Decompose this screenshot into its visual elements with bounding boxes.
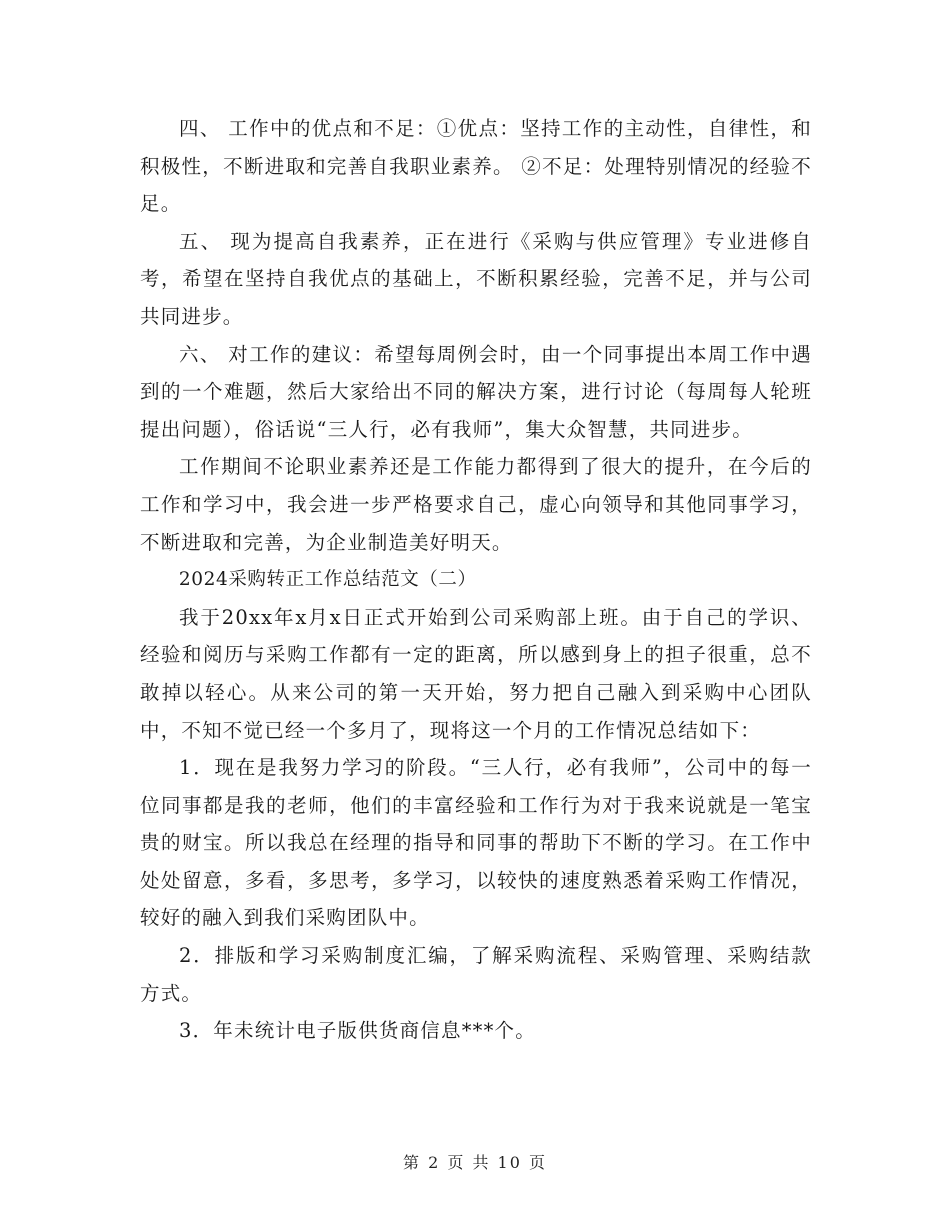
- document-body: [140, 110, 812, 1050]
- page-footer: 第 2 页 共 10 页: [403, 1153, 547, 1172]
- paragraph-self-improvement: 五、 现为提高自我素养，正在进行《采购与供应管理》专业进修自考，希望在坚持自我优点的基础上，不断积累经验，完善不足，并与公司共同进步。: [140, 229, 812, 328]
- paragraph-suggestions: 六、 对工作的建议：希望每周例会时，由一个同事提出本周工作中遇到的一个难题，然后大家给出不同的解决方案，进行讨论（每周每人轮班提出问题），俗话说“三人行，必有我师”，集大众智慧，共同进步。: [140, 342, 812, 441]
- section-heading: 2024采购转正工作总结范文（二）: [178, 569, 477, 591]
- paragraph-conclusion: 工作期间不论职业素养还是工作能力都得到了很大的提升，在今后的工作和学习中，我会进一步严格要求自己，虚心向领导和其他同事学习，不断进取和完善，为企业制造美好明天。: [140, 455, 812, 554]
- paragraph-item-2: 2．排版和学习采购制度汇编，了解采购流程、采购管理、采购结款方式。: [140, 944, 812, 1005]
- paragraph-advantages: 四、 工作中的优点和不足：①优点：坚持工作的主动性，自律性，和积极性，不断进取和完善自我职业素养。 ②不足：处理特别情况的经验不足。: [140, 117, 812, 216]
- paragraph-intro: 我于20xx年x月x日正式开始到公司采购部上班。由于自己的学识、经验和阅历与采购工作都有一定的距离，所以感到身上的担子很重，总不敢掉以轻心。从来公司的第一天开始，努力把自己融入到采购中心团队中，不知不觉已经一个多月了，现将这一个月的工作情况总结如下：: [140, 605, 812, 742]
- paragraph-item-3: 3．年未统计电子版供货商信息***个。: [179, 1019, 536, 1043]
- paragraph-item-1: 1．现在是我努力学习的阶段。“三人行，必有我师”，公司中的每一位同事都是我的老师，他们的丰富经验和工作行为对于我来说就是一笔宝贵的财宝。所以我总在经理的指导和同事的帮助下不断的学习。在工作中处处留意，多看，多思考，多学习，以较快的速度熟悉着采购工作情况，较好的融入到我们采购团队中。: [140, 756, 812, 930]
